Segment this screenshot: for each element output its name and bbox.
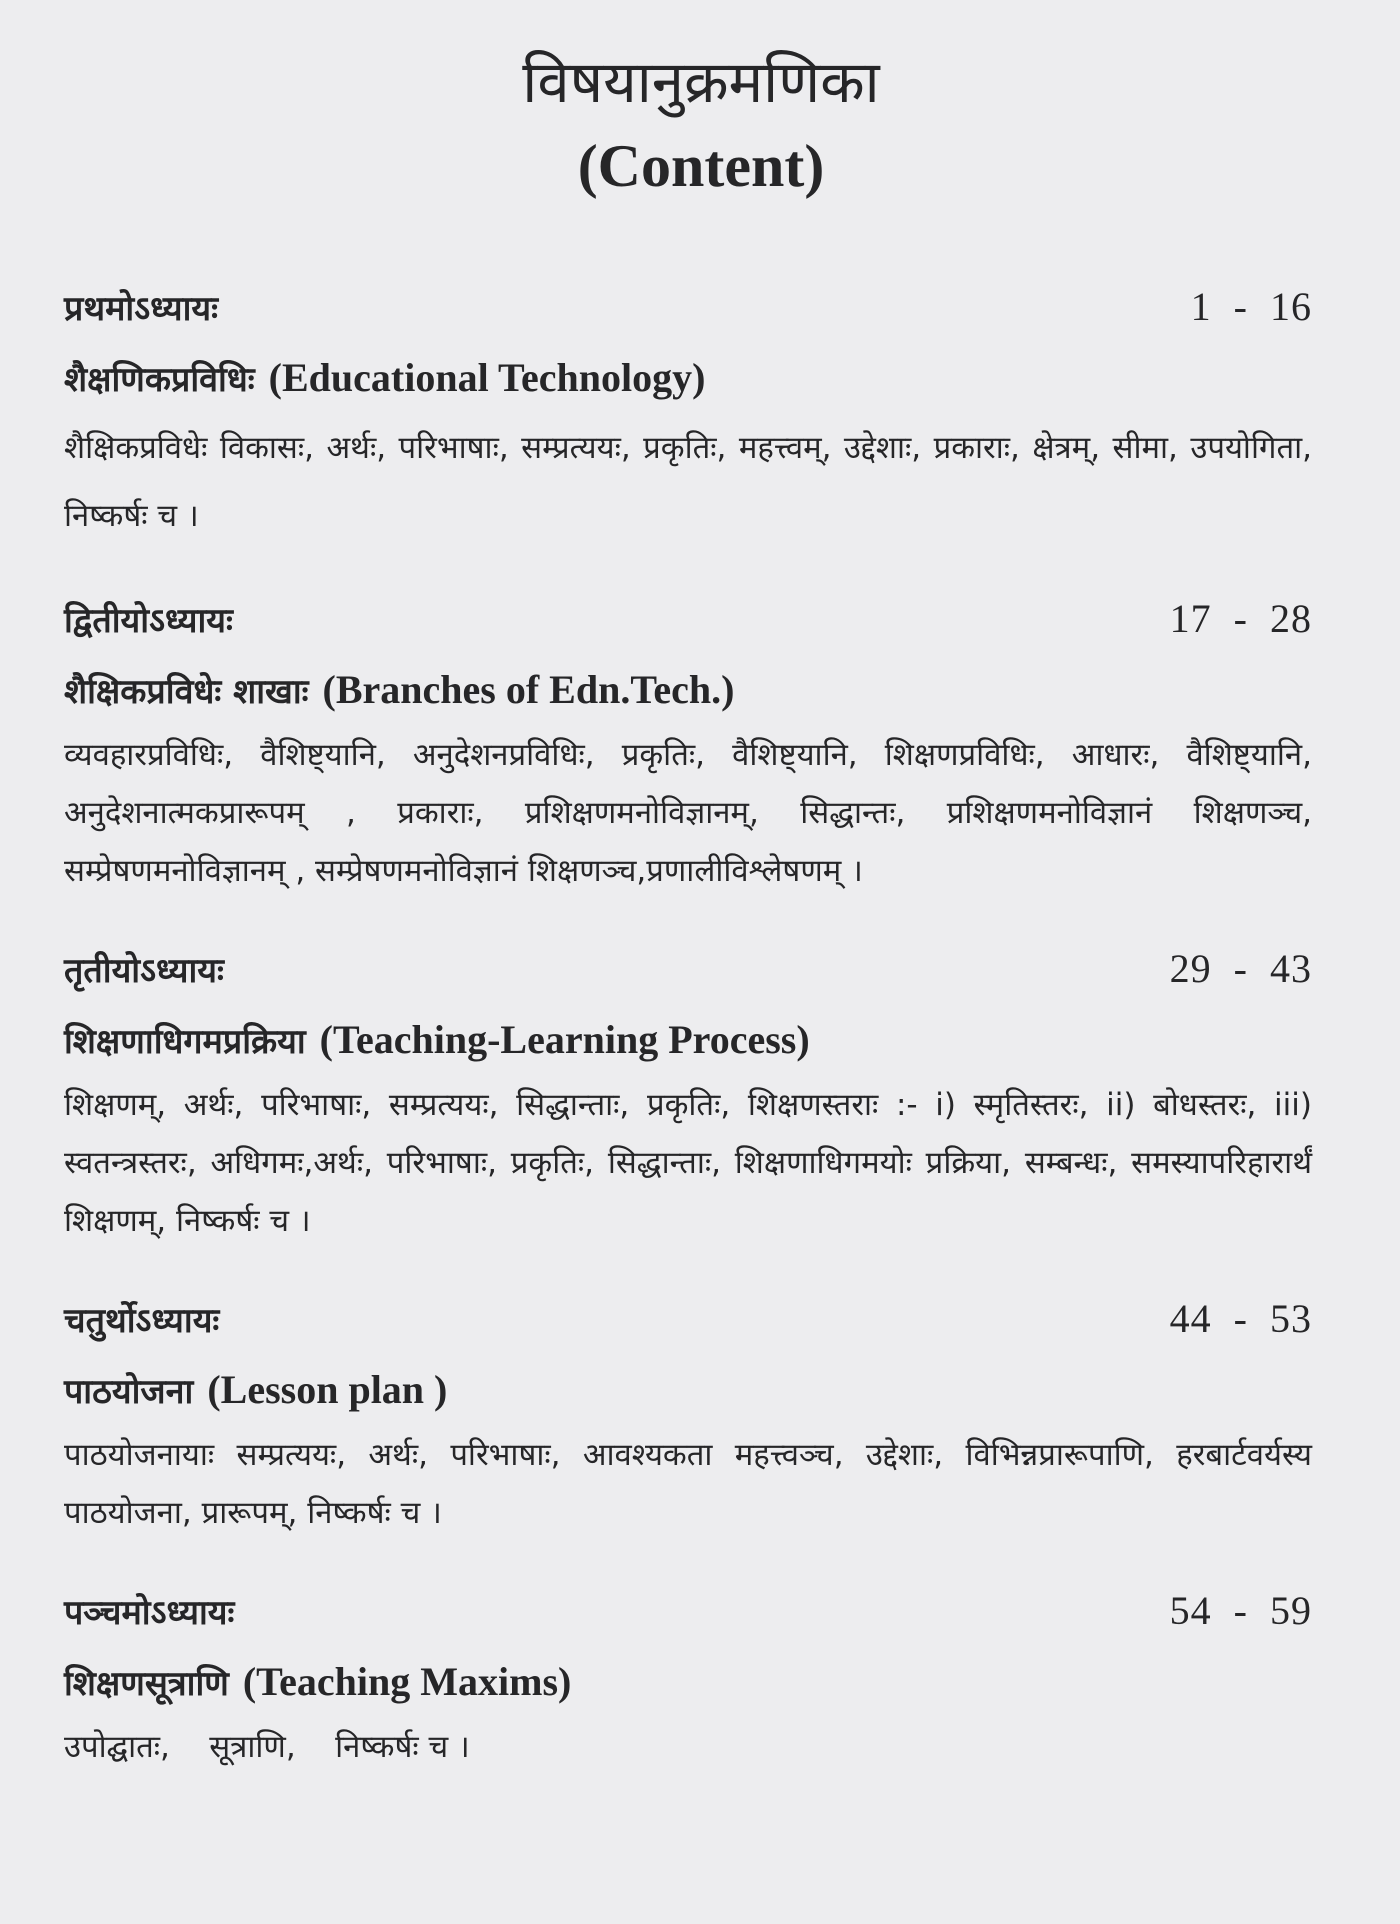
chapter-name: पञ्चमोऽध्यायः: [64, 1593, 235, 1633]
chapter-pages: 54 - 59: [1169, 1588, 1312, 1633]
chapter-1: [64, 272, 1312, 550]
chapter-topic-english: (Branches of Edn.Tech.): [322, 667, 735, 712]
chapter-topic-english: (Educational Technology): [268, 355, 706, 400]
chapter-topic: [64, 662, 1312, 720]
chapter-pages: 17 - 28: [1169, 596, 1312, 641]
page-subtitle: (Content): [577, 133, 825, 199]
chapter-topic-english: (Teaching Maxims): [242, 1659, 572, 1704]
chapter-header: [64, 584, 1312, 642]
chapter-topic-sanskrit: शैक्षिकप्रविधेः शाखाः: [64, 672, 309, 712]
chapter-description: व्यवहारप्रविधिः, वैशिष्ट्यानि, अनुदेशनप्रविधिः, प्रकृतिः, वैशिष्ट्यानि, शिक्षणप्रविधिः, आधारः, वैशिष्ट्यानि, अनुदेशनात्मकप्रारूपम् , प्रकाराः, प्रशिक्षणमनोविज्ञानम्, सिद्धान्तः, प्रशिक्षणमनोविज्ञानं शिक्षणञ्च, सम्प्रेषणमनोविज्ञानम् , सम्प्रेषणमनोविज्ञानं शिक्षणञ्च,प्रणालीविश्लेषणम् ।: [64, 737, 1312, 889]
chapter-4: [64, 1284, 1312, 1542]
chapter-header: [64, 272, 1312, 330]
chapter-topic-sanskrit: पाठयोजना: [64, 1372, 194, 1412]
chapter-description: पाठयोजनायाः सम्प्रत्ययः, अर्थः, परिभाषाः, आवश्यकता महत्त्वञ्च, उद्देशाः, विभिन्नप्रारूपाणि, हरबार्टवर्यस्य पाठयोजना, प्रारूपम्, निष्कर्षः च ।: [64, 1437, 1312, 1531]
chapter-name: द्वितीयोऽध्यायः: [64, 601, 233, 641]
chapter-topic-sanskrit: शिक्षणसूत्राणि: [64, 1664, 229, 1704]
chapter-3: [64, 934, 1312, 1250]
chapter-name: तृतीयोऽध्यायः: [64, 951, 224, 991]
chapter-pages: 1 - 16: [1190, 284, 1312, 329]
chapter-pages: 29 - 43: [1169, 946, 1312, 991]
chapter-header: [64, 1284, 1312, 1342]
chapter-description: शिक्षणम्, अर्थः, परिभाषाः, सम्प्रत्ययः, सिद्धान्ताः, प्रकृतिः, शिक्षणस्तराः :- i) स्मृतिस्तरः, ii) बोधस्तरः, iii) स्वतन्त्रस्तरः, अधिगमः,अर्थः, परिभाषाः, प्रकृतिः, सिद्धान्ताः, शिक्षणाधिगमयोः प्रक्रिया, सम्बन्धः, समस्यापरिहारार्थं शिक्षणम्, निष्कर्षः च ।: [64, 1087, 1312, 1239]
chapter-header: [64, 934, 1312, 992]
chapter-topic-sanskrit: शिक्षणाधिगमप्रक्रिया: [64, 1022, 306, 1062]
chapter-topic: [64, 1362, 1312, 1420]
chapter-header: [64, 1576, 1312, 1634]
chapter-topic-english: (Teaching-Learning Process): [319, 1017, 810, 1062]
chapter-topic: [64, 350, 1312, 408]
chapter-pages: 44 - 53: [1169, 1296, 1312, 1341]
chapter-description: शैक्षिकप्रविधेः विकासः, अर्थः, परिभाषाः, सम्प्रत्ययः, प्रकृतिः, महत्त्वम्, उद्देशाः, प्रकाराः, क्षेत्रम्, सीमा, उपयोगिता, निष्कर्षः च ।: [64, 430, 1312, 534]
chapter-2: [64, 584, 1312, 900]
page-title: विषयानुक्रमणिका: [522, 48, 880, 116]
chapter-topic-sanskrit: शैक्षणिकप्रविधिः: [64, 360, 255, 400]
chapter-name: चतुर्थोऽध्यायः: [64, 1301, 220, 1341]
chapter-topic-english: (Lesson plan ): [207, 1367, 448, 1412]
chapter-topic: [64, 1012, 1312, 1070]
chapter-5: [64, 1576, 1312, 1776]
chapter-name: प्रथमोऽध्यायः: [64, 289, 218, 329]
chapter-description: उपोद्घातः, सूत्राणि, निष्कर्षः च ।: [64, 1729, 470, 1765]
chapter-topic: [64, 1654, 1312, 1712]
